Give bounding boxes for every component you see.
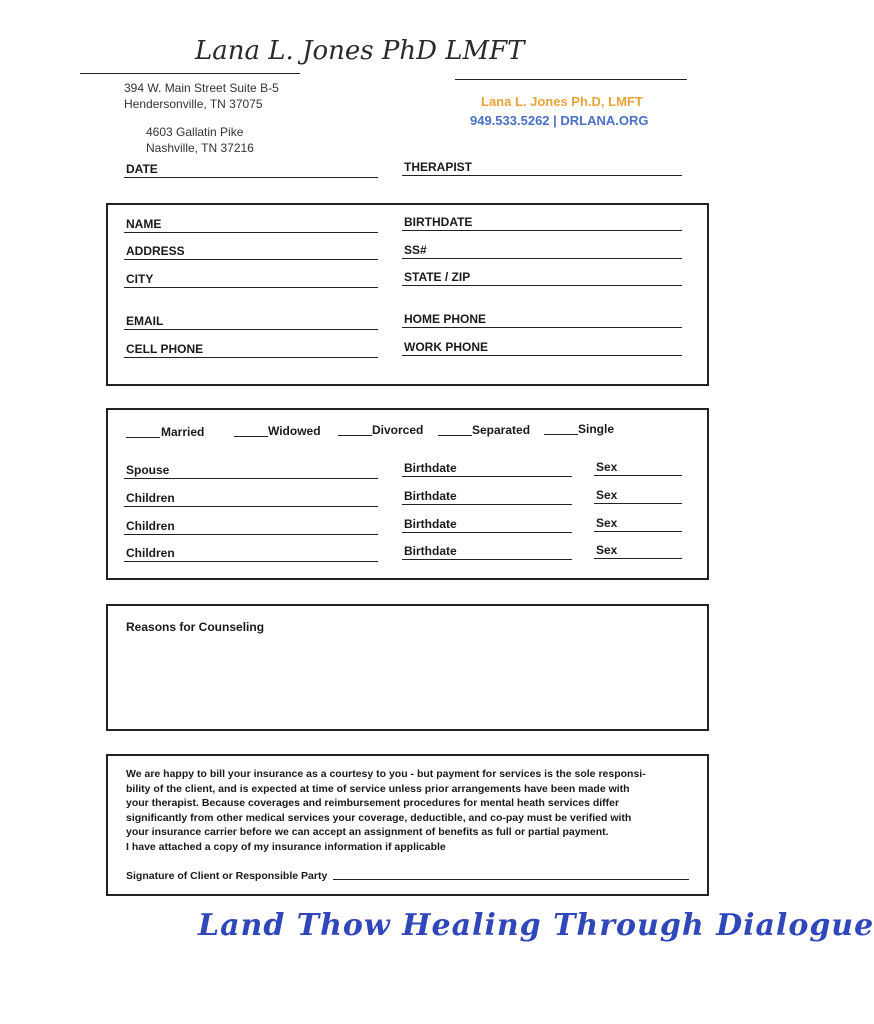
child-2-label: Children (126, 519, 175, 533)
married-label: Married (161, 425, 205, 439)
therapist-label: THERAPIST (404, 160, 473, 174)
home-phone-label: HOME PHONE (404, 312, 487, 326)
address-1 (124, 80, 279, 112)
insurance-line-2: bility of the client, and is expected at time of service unless prior arrangements have been made with (126, 782, 630, 795)
handwritten-tagline: Land Thow Healing Through Dialogue (198, 908, 874, 943)
handwritten-name: Lana L. Jones PhD LMFT (195, 36, 525, 66)
spouse-line[interactable] (124, 478, 378, 479)
address-2 (146, 124, 254, 156)
header-rule-right (455, 79, 687, 80)
child-1-line[interactable] (124, 506, 378, 507)
cell-phone-label: CELL PHONE (126, 342, 204, 356)
child-2-birthdate-label: Birthdate (404, 517, 457, 531)
child-3-line[interactable] (124, 561, 378, 562)
birthdate-label: BIRTHDATE (404, 215, 473, 229)
address-1-line-2: Hendersonville, TN 37075 (124, 97, 263, 111)
insurance-line-6: I have attached a copy of my insurance information if applicable (126, 840, 446, 853)
child-2-sex-line[interactable] (594, 531, 682, 532)
work-phone-label: WORK PHONE (404, 340, 488, 354)
child-3-sex-line[interactable] (594, 558, 682, 559)
child-3-sex-label: Sex (596, 543, 618, 557)
reasons-label: Reasons for Counseling (126, 620, 265, 634)
date-label: DATE (126, 162, 158, 176)
spouse-label: Spouse (126, 463, 170, 477)
child-1-sex-label: Sex (596, 488, 618, 502)
birthdate-line[interactable] (402, 230, 682, 231)
child-3-birthdate-label: Birthdate (404, 544, 457, 558)
spouse-sex-label: Sex (596, 460, 618, 474)
child-1-sex-line[interactable] (594, 503, 682, 504)
therapist-line[interactable] (402, 175, 682, 176)
child-2-line[interactable] (124, 534, 378, 535)
signature-label: Signature of Client or Responsible Party (126, 870, 328, 882)
cell-phone-line[interactable] (124, 357, 378, 358)
state-zip-line[interactable] (402, 285, 682, 286)
divorced-blank[interactable] (338, 435, 372, 436)
work-phone-line[interactable] (402, 355, 682, 356)
insurance-notice (126, 767, 696, 854)
insurance-line-1: We are happy to bill your insurance as a courtesy to you - but payment for services is the sole responsi- (126, 768, 646, 780)
name-label: NAME (126, 217, 162, 231)
widowed-blank[interactable] (234, 436, 268, 437)
email-label: EMAIL (126, 314, 164, 328)
separated-blank[interactable] (438, 435, 472, 436)
provider-contact: 949.533.5262 | DRLANA.ORG (470, 113, 649, 128)
address-label: ADDRESS (126, 244, 185, 258)
spouse-birthdate-line[interactable] (402, 476, 572, 477)
single-blank[interactable] (544, 434, 578, 435)
child-1-birthdate-line[interactable] (402, 504, 572, 505)
address-2-line-1: 4603 Gallatin Pike (146, 125, 244, 139)
child-1-label: Children (126, 491, 175, 505)
address-1-line-1: 394 W. Main Street Suite B-5 (124, 81, 279, 95)
name-line[interactable] (124, 232, 378, 233)
address-line[interactable] (124, 259, 378, 260)
single-label: Single (578, 422, 615, 436)
home-phone-line[interactable] (402, 327, 682, 328)
city-label: CITY (126, 272, 154, 286)
date-line[interactable] (124, 177, 378, 178)
child-2-sex-label: Sex (596, 516, 618, 530)
ssn-line[interactable] (402, 258, 682, 259)
insurance-line-3: your therapist. Because coverages and reimbursement procedures for mental heath services differ (126, 797, 620, 809)
address-2-line-2: Nashville, TN 37216 (146, 141, 254, 155)
widowed-label: Widowed (268, 424, 321, 438)
ssn-label: SS# (404, 243, 427, 257)
state-zip-label: STATE / ZIP (404, 270, 471, 284)
provider-name: Lana L. Jones Ph.D, LMFT (481, 94, 643, 109)
child-3-birthdate-line[interactable] (402, 559, 572, 560)
child-2-birthdate-line[interactable] (402, 532, 572, 533)
child-3-label: Children (126, 546, 175, 560)
spouse-birthdate-label: Birthdate (404, 461, 457, 475)
insurance-line-4: significantly from other medical services your coverage, deductible, and co-pay must be verified with (126, 811, 632, 824)
child-1-birthdate-label: Birthdate (404, 489, 457, 503)
spouse-sex-line[interactable] (594, 475, 682, 476)
insurance-line-5: your insurance carrier before we can accept an assignment of benefits as full or partial payment. (126, 826, 609, 838)
header-rule-left (80, 73, 300, 74)
married-blank[interactable] (126, 437, 160, 438)
email-line[interactable] (124, 329, 378, 330)
city-line[interactable] (124, 287, 378, 288)
divorced-label: Divorced (372, 423, 424, 437)
separated-label: Separated (472, 423, 531, 437)
signature-line[interactable] (333, 879, 689, 880)
